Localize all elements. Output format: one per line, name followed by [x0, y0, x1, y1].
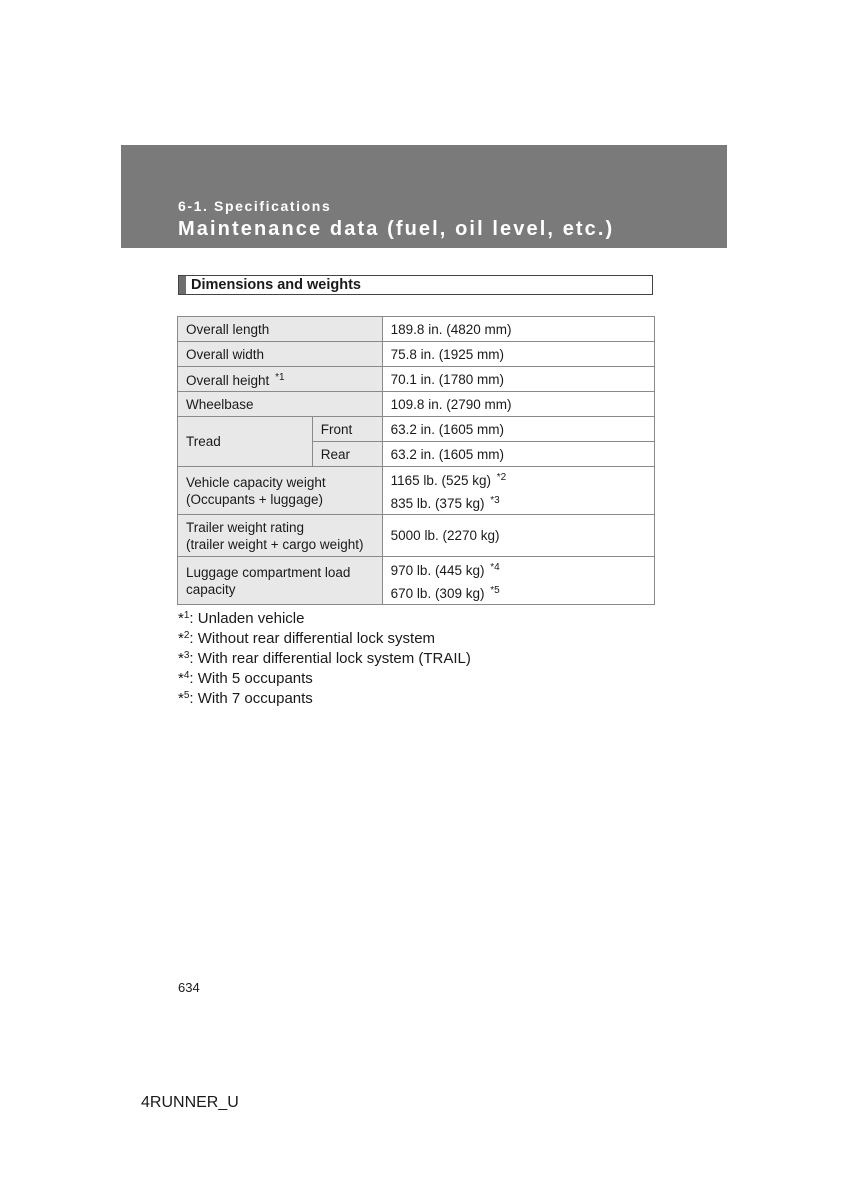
row-value: 970 lb. (445 kg) [390, 562, 485, 578]
value-line [391, 468, 646, 491]
row-label: Wheelbase [178, 392, 383, 417]
footnote-marker: *$^2$ [178, 630, 190, 647]
page-number: 634 [178, 980, 200, 995]
row-value: 189.8 in. (4820 mm) [382, 317, 654, 342]
footnote-mark: *5 [490, 584, 500, 596]
page-title: Maintenance data (fuel, oil level, etc.) [178, 218, 615, 240]
section-label: 6-1. Specifications [178, 198, 332, 214]
footnote-marker: *$^4$ [178, 670, 190, 687]
row-label-cell [178, 557, 383, 605]
row-label-cell [178, 367, 383, 392]
footnote-text: : With 7 occupants [189, 690, 313, 707]
footnote-marker: *$^1$ [178, 610, 190, 627]
footnote-mark: *1 [275, 372, 285, 383]
row-value: 670 lb. (309 kg) [390, 585, 485, 601]
row-value: 835 lb. (375 kg) [390, 495, 485, 511]
row-value: 109.8 in. (2790 mm) [382, 392, 654, 417]
specs-table [177, 316, 655, 605]
row-label-line1: Vehicle capacity weight [186, 474, 326, 490]
footnote-mark: *2 [496, 471, 507, 483]
row-label-line1: Trailer weight rating [186, 519, 305, 535]
footnote-text: : With 5 occupants [189, 670, 313, 687]
footnote-mark: *3 [490, 494, 500, 506]
sub-label-front: Front [312, 417, 382, 442]
table-row [178, 317, 655, 342]
row-value: 63.2 in. (1605 mm) [382, 417, 654, 442]
footnote-mark: *4 [490, 561, 500, 573]
footer-label: 4RUNNER_U [141, 1094, 239, 1111]
row-label-line2: (trailer weight + cargo weight) [186, 536, 364, 552]
footnote-item [178, 626, 471, 646]
footnote-marker: *$^5$ [178, 690, 190, 707]
table-row [178, 417, 655, 442]
footnote-marker: *$^3$ [178, 650, 190, 667]
row-value-cell [382, 467, 654, 515]
row-label: Overall width [178, 342, 383, 367]
subheading-text: Dimensions and weights [191, 277, 361, 293]
value-line [391, 558, 646, 581]
row-label: Tread [178, 417, 313, 467]
footnote-text: : Without rear differential lock system [189, 630, 436, 647]
row-value: 75.8 in. (1925 mm) [382, 342, 654, 367]
row-label: Overall length [178, 317, 383, 342]
subheading-accent-bar [179, 276, 186, 294]
footnote-item [178, 606, 471, 626]
sub-label-rear: Rear [312, 442, 382, 467]
value-line [391, 581, 646, 604]
table-row [178, 342, 655, 367]
row-value: 63.2 in. (1605 mm) [382, 442, 654, 467]
value-line [391, 491, 646, 514]
footnotes [178, 606, 471, 706]
table-row [178, 557, 655, 605]
footnote-item [178, 666, 471, 686]
table-row [178, 515, 655, 557]
row-label-cell [178, 515, 383, 557]
row-value: 70.1 in. (1780 mm) [382, 367, 654, 392]
row-label-line2: capacity [186, 581, 236, 597]
row-label-cell [178, 467, 383, 515]
footnote-item [178, 686, 471, 706]
row-label-line1: Luggage compartment load [186, 564, 351, 580]
row-label: Overall height [186, 373, 270, 388]
table-row [178, 367, 655, 392]
table-row [178, 392, 655, 417]
table-row [178, 467, 655, 515]
subheading-box [178, 275, 653, 295]
footnote-text: : Unladen vehicle [189, 610, 305, 627]
footnote-item [178, 646, 471, 666]
footnote-text: : With rear differential lock system (TRAIL) [189, 650, 471, 667]
row-label-line2: (Occupants + luggage) [186, 491, 323, 507]
header-band [121, 145, 727, 248]
row-value-cell [382, 557, 654, 605]
row-value: 5000 lb. (2270 kg) [382, 515, 654, 557]
row-value: 1165 lb. (525 kg) [390, 472, 491, 488]
